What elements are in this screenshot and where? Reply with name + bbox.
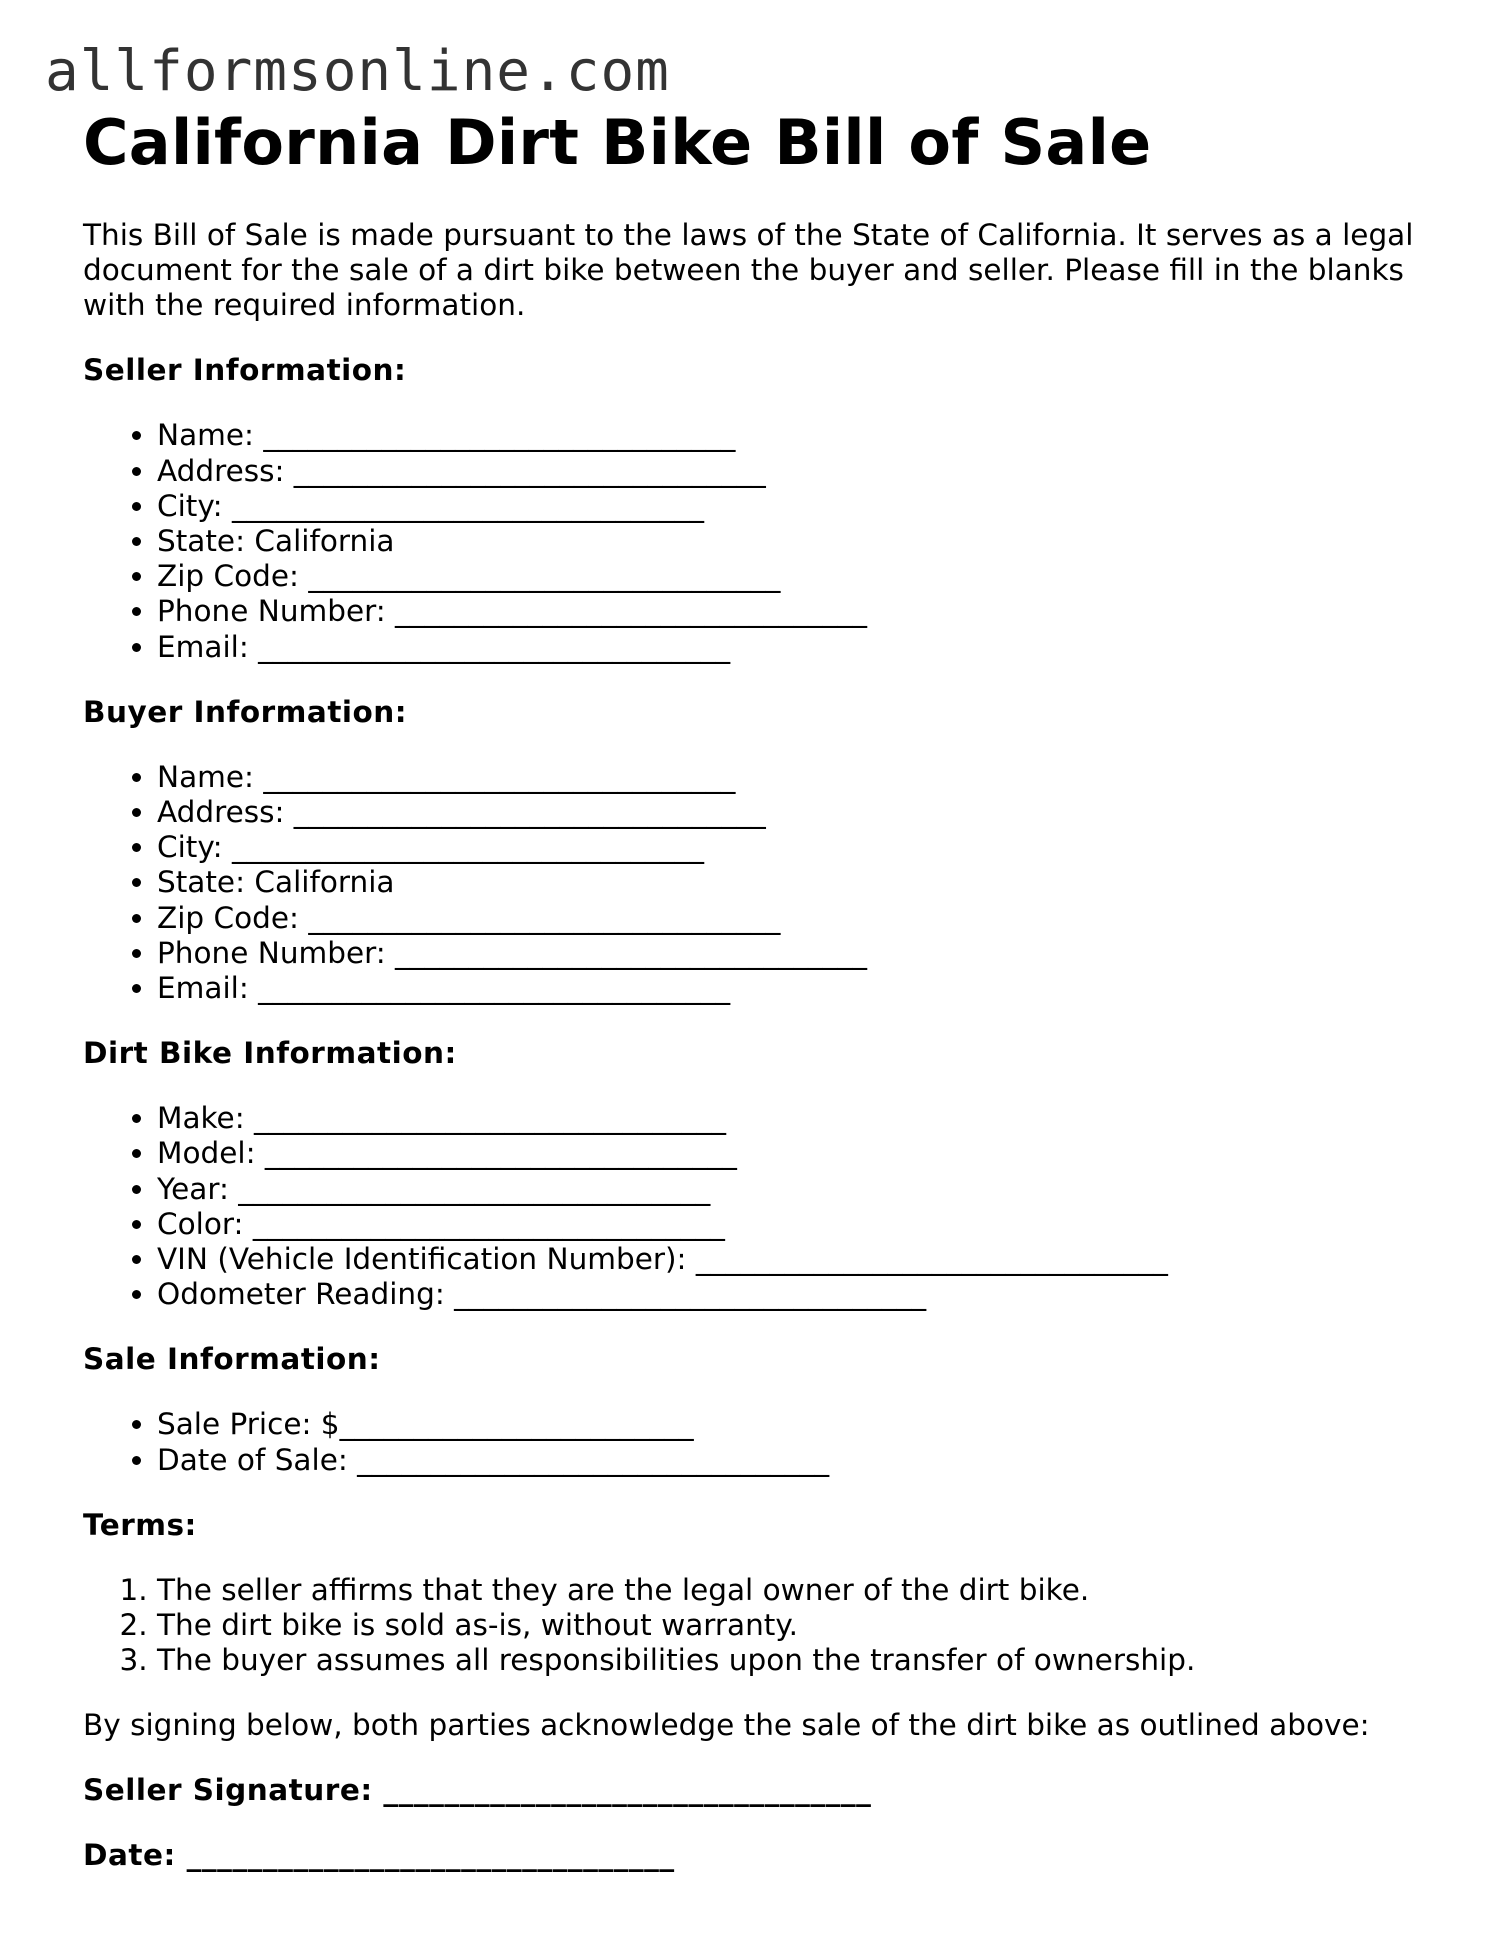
closing-statement: By signing below, both parties acknowledge the sale of the dirt bike as outlined above: (83, 1708, 1370, 1743)
sale-fields-list (83, 1407, 1443, 1477)
bike-section-heading: Dirt Bike Information: (83, 1036, 457, 1071)
bike-fields-list (83, 1101, 1443, 1312)
terms-list (83, 1573, 1443, 1679)
terms-item: 1. The seller affirms that they are the legal owner of the dirt bike. (157, 1573, 1443, 1608)
sale-section-heading: Sale Information: (83, 1342, 381, 1377)
seller-name-field: • Name: ________________________________ (157, 418, 1443, 453)
buyer-state-field: • State: California (157, 865, 1443, 900)
buyer-section-heading: Buyer Information: (83, 694, 408, 729)
buyer-zip-field: • Zip Code: ________________________________ (157, 901, 1443, 936)
document-page (83, 106, 1443, 1873)
terms-section-heading: Terms: (83, 1507, 197, 1542)
terms-item: 2. The dirt bike is sold as-is, without warranty. (157, 1608, 1443, 1643)
bike-year-field: • Year: ________________________________ (157, 1172, 1443, 1207)
signature-date-line: Date: ________________________________ (83, 1838, 675, 1873)
seller-zip-field: • Zip Code: ________________________________ (157, 559, 1443, 594)
bike-make-field: • Make: ________________________________ (157, 1101, 1443, 1136)
sale-price-field: • Sale Price: $________________________ (157, 1407, 1443, 1442)
bike-odometer-field: • Odometer Reading: ________________________________ (157, 1277, 1443, 1312)
seller-address-field: • Address: ________________________________ (157, 454, 1443, 489)
seller-signature-line: Seller Signature: ________________________________ (83, 1773, 872, 1808)
sale-date-field: • Date of Sale: ________________________________ (157, 1443, 1443, 1478)
buyer-name-field: • Name: ________________________________ (157, 760, 1443, 795)
bike-model-field: • Model: ________________________________ (157, 1136, 1443, 1171)
buyer-phone-field: • Phone Number: ________________________________ (157, 936, 1443, 971)
bike-vin-field: • VIN (Vehicle Identification Number): ________________________________ (157, 1242, 1443, 1277)
buyer-address-field: • Address: ________________________________ (157, 795, 1443, 830)
seller-city-field: • City: ________________________________ (157, 489, 1443, 524)
seller-state-field: • State: California (157, 524, 1443, 559)
buyer-email-field: • Email: ________________________________ (157, 971, 1443, 1006)
seller-email-field: • Email: ________________________________ (157, 630, 1443, 665)
buyer-fields-list (83, 760, 1443, 1006)
terms-item: 3. The buyer assumes all responsibilities upon the transfer of ownership. (157, 1643, 1443, 1678)
seller-fields-list (83, 418, 1443, 664)
seller-section-heading: Seller Information: (83, 353, 407, 388)
seller-phone-field: • Phone Number: ________________________________ (157, 594, 1443, 629)
page-title: California Dirt Bike Bill of Sale (83, 106, 1152, 179)
watermark: allformsonline.com (45, 39, 670, 104)
bike-color-field: • Color: ________________________________ (157, 1207, 1443, 1242)
buyer-city-field: • City: ________________________________ (157, 830, 1443, 865)
intro-paragraph: This Bill of Sale is made pursuant to the laws of the State of California. It serves as a legal document for the sale of a dirt bike between the buyer and seller. Please fill in the blanks with the required information. (83, 218, 1414, 323)
